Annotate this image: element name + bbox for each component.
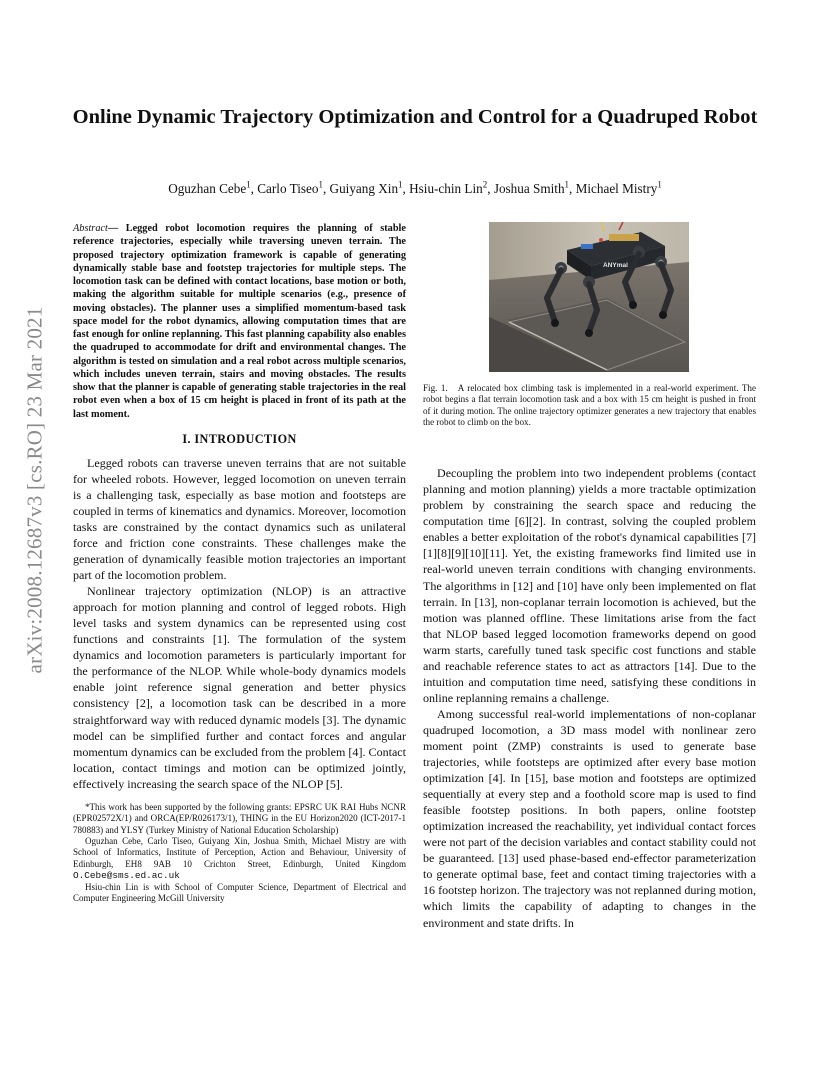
- body-paragraph: Legged robots can traverse uneven terrains that are not suitable for wheeled robots. However, legged locomotion on uneven terrain is a challenging task, especially as base motion and footsteps are coupled in terms of kinematics and dynamics. Moreover, locomotion tasks are constrained by the contact dynamics such as unilateral force and friction cone constraints. These challenges make the generation of dynamically feasible motion trajectories an important part of the locomotion problem.: [73, 455, 406, 583]
- robot-photo: [489, 222, 689, 372]
- affiliation-footnote: [73, 836, 406, 882]
- section-heading-introduction: I. INTRODUCTION: [182, 431, 297, 446]
- right-column: [423, 222, 756, 931]
- author-affiliation: 1: [657, 179, 662, 190]
- body-paragraph: Among successful real-world implementations of non-coplanar quadruped locomotion, a 3D mass model with nonlinear zero moment point (ZMP) constraints is used to generate base trajectories, while footsteps are optimized after every base motion optimization [4]. In [15], base motion and footsteps are optimized sequentially at every step and a foothold score map is used to find feasible footstep positions. In both papers, online footstep optimization increased the reachability, yet individual contact forces were not part of the decision variables and contact stability could not be guaranteed. [13] used phase-based end-effector parameterization to generate optimal base, feet and contact timing trajectories with a 16 footstep horizon. The trajectory was not replanned during motion, which limits the capability of adapting to changes in the environment and state drifts. In: [423, 706, 756, 930]
- contact-email: O.Cebe@sms.ed.ac.uk: [73, 870, 180, 882]
- abstract-text: — Legged robot locomotion requires the planning of stable reference trajectories, especially while traversing uneven terrain. The proposed trajectory optimization framework is capable of generating dynamically stable base and footstep trajectories for multiple steps. The locomotion task can be defined with contact locations, base motion or both, making the algorithm suitable for multiple scenarios (e.g., presence of moving obstacles). The planner uses a simplified momentum-based task space model for the robot dynamics, allowing computation times that are fast enough for online replanning. This fast planning capability also enables the quadruped to accommodate for drift and environmental changes. The algorithm is tested on simulation and a real robot across multiple scenarios, which includes uneven terrain, stairs and moving obstacles. The results show that the planner is capable of generating stable trajectories in the real robot even when a box of 15 cm height is placed in front of its path at the last moment.: [73, 223, 406, 420]
- arxiv-identifier: arXiv:2008.12687v3 [cs.RO] 23 Mar 2021: [22, 306, 47, 674]
- affiliation-footnote: Hsiu-chin Lin is with School of Computer Science, Department of Electrical and Computer Engineering McGill University: [73, 881, 406, 903]
- funding-footnote: *This work has been supported by the following grants: EPSRC UK RAI Hubs NCNR (EPR02572X/1) and ORCA(EP/R026173/1), THING in the EU Horizon2020 (ICT-2017-1 780883) and YLSY (Turkey Ministry of National Education Scholarship): [73, 801, 406, 835]
- figure-caption-text: A relocated box climbing task is implemented in a real-world experiment. The robot begins a flat terrain locomotion task and a box with 15 cm height is pushed in front of it during motion. The online trajectory optimizer generates a new trajectory that enables the robot to climb on the box.: [423, 383, 756, 427]
- paper-title: Online Dynamic Trajectory Optimization and Control for a Quadruped Robot: [72, 106, 758, 128]
- affiliation-text: Oguzhan Cebe, Carlo Tiseo, Guiyang Xin, Joshua Smith, Michael Mistry are with School of Informatics, Institute of Perception, Action and Behaviour, University of Edinburgh, EH8 9AB 10 Crichton Street, Edinburgh, United Kingdom: [73, 835, 406, 869]
- body-paragraph: Decoupling the problem into two independent problems (contact planning and motion planning) yields a more tractable optimization problem by constraining the search space and reducing the computation time [6][2]. In contrast, solving the coupled problem enables a better exploitation of the robot's dynamical capabilities [7][1][8][9][10][11]. Yet, the existing frameworks find limited use in real-world uneven terrain conditions with changing environments. The algorithms in [12] and [10] have only been implemented on flat terrain. In [13], non-coplanar terrain locomotion is achieved, but the motion was planned offline. These limitations arise from the fact that NLOP based legged locomotion frameworks depend on good warm starts, carefully tuned task specific cost functions and stable and reachable reference states to act as attractors [14]. Due to the intuition and computation time need, satisfying these conditions in online replanning remains a challenge.: [423, 466, 756, 705]
- author-name: Hsiu-chin Lin: [409, 181, 483, 196]
- author-name: Michael Mistry: [575, 181, 658, 196]
- author-affiliation: 2: [482, 179, 488, 190]
- author-affiliation: 1: [564, 179, 570, 190]
- footnotes: [73, 802, 406, 905]
- abstract-lead: Abstract: [73, 223, 108, 234]
- robot-brand-label: ANYmal: [603, 262, 628, 269]
- left-column: [73, 222, 406, 904]
- figure-caption: [423, 383, 756, 428]
- author-name: Carlo Tiseo: [257, 181, 319, 196]
- author-name: Joshua Smith: [493, 181, 565, 196]
- author-affiliation: 1: [398, 179, 403, 190]
- body-paragraph: Nonlinear trajectory optimization (NLOP) is an attractive approach for motion planning and control of legged robots. High level tasks and system dynamics can be represented using cost functions and constraints [1]. The formulation of the system dynamics and locomotion parameters is particularly important for the performance of the NLOP. While whole-body dynamics models enable joint reference signal generation and better physics consistency [2], a locomotion task can be described in a more straightforward way with reduced dynamic models [3]. The dynamic model can be simplified further and contact forces and angular momentum dynamics can be excluded from the problem [4]. Contact location, contact timings and motion can be optimized jointly, effectively increasing the search space of the NLOP [5].: [73, 584, 406, 791]
- arxiv-sidebar: [10, 280, 60, 700]
- author-name: Oguzhan Cebe: [168, 181, 247, 196]
- author-affiliation: 1: [318, 179, 323, 190]
- author-affiliation: 1: [246, 179, 251, 190]
- author-name: Guiyang Xin: [329, 181, 399, 196]
- robot-photo-illustration: [489, 222, 689, 372]
- figure-label: Fig. 1.: [423, 383, 448, 393]
- author-list: Oguzhan Cebe$^1$, Carlo Tiseo$^1$, Guiyang Xin$^1$, Hsiu-chin Lin$^2$, Joshua Smith$^1$, Michael Mistry$^1$: [168, 179, 662, 196]
- abstract: [73, 222, 406, 421]
